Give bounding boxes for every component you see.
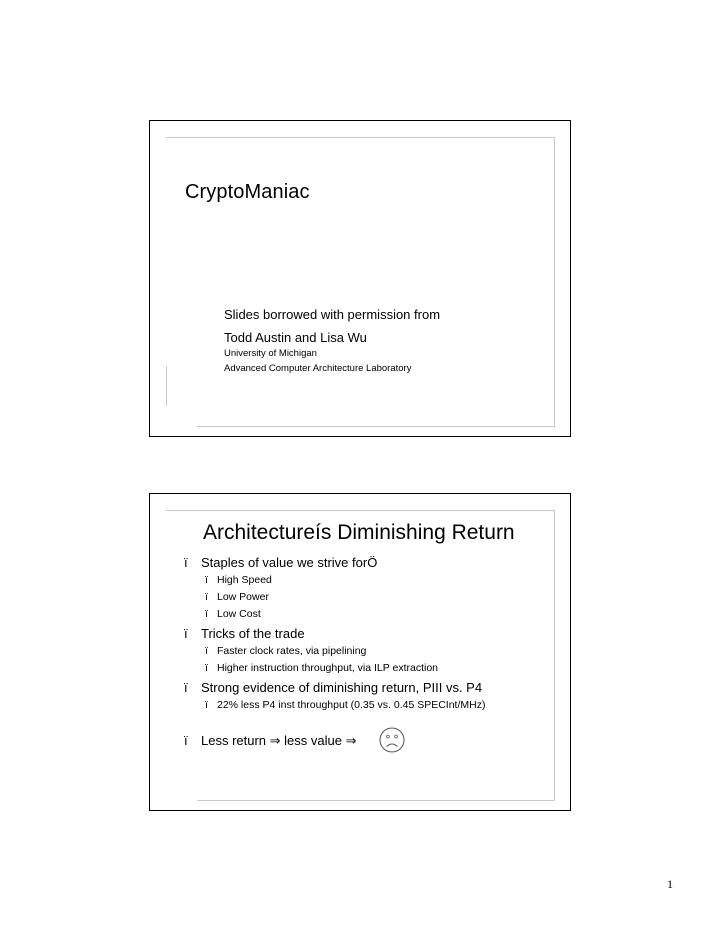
slide-frame-bottom-line xyxy=(197,426,555,427)
slide-2 xyxy=(149,493,571,811)
slide-frame-left-line xyxy=(166,366,167,406)
bullet-mark: ï xyxy=(184,626,188,641)
slide-frame-bottom-line xyxy=(197,800,555,801)
bullet-text: High Speed xyxy=(217,574,272,586)
slide-frame-top-line xyxy=(166,510,554,511)
bullet-mark: ï xyxy=(184,680,188,695)
slide-frame-right-line xyxy=(554,137,555,427)
bullet-text: Less return ⇒ less value ⇒ xyxy=(201,733,357,748)
slide-1-title: CryptoManiac xyxy=(185,181,310,203)
bullet-text: Faster clock rates, via pipelining xyxy=(217,645,367,657)
bullet-text: Low Cost xyxy=(217,608,261,620)
bullet-text: 22% less P4 inst throughput (0.35 vs. 0.45 SPECInt/MHz) xyxy=(217,699,486,711)
slide-frame-right-line xyxy=(554,510,555,801)
bullet-text: Higher instruction throughput, via ILP extraction xyxy=(217,662,439,674)
bullet-mark: ï xyxy=(184,733,188,748)
bullet-mark: ï xyxy=(205,645,208,657)
bullet-text: Low Power xyxy=(217,591,269,603)
bullet-mark: ï xyxy=(205,591,208,603)
bullet-mark: ï xyxy=(205,662,208,674)
slide-1 xyxy=(149,120,571,437)
slide-1-line-4: Advanced Computer Architecture Laboratory xyxy=(224,363,412,374)
bullet-text: Staples of value we strive forÖ xyxy=(201,555,378,570)
bullet-mark: ï xyxy=(184,555,188,570)
bullet-mark: ï xyxy=(205,608,208,620)
bullet-mark: ï xyxy=(205,699,208,711)
bullet-text: Strong evidence of diminishing return, PIII vs. P4 xyxy=(201,680,483,695)
slide-1-line-1: Slides borrowed with permission from xyxy=(224,307,441,322)
sad-face-icon xyxy=(379,727,405,753)
slide-1-line-2: Todd Austin and Lisa Wu xyxy=(224,330,367,345)
bullet-mark: ï xyxy=(205,574,208,586)
slide-frame-top-line xyxy=(166,137,554,138)
slide-1-line-3: University of Michigan xyxy=(224,348,317,359)
page-number: 1 xyxy=(667,877,673,891)
slide-2-title: Architectureís Diminishing Return xyxy=(203,521,515,544)
bullet-text: Tricks of the trade xyxy=(201,626,305,641)
